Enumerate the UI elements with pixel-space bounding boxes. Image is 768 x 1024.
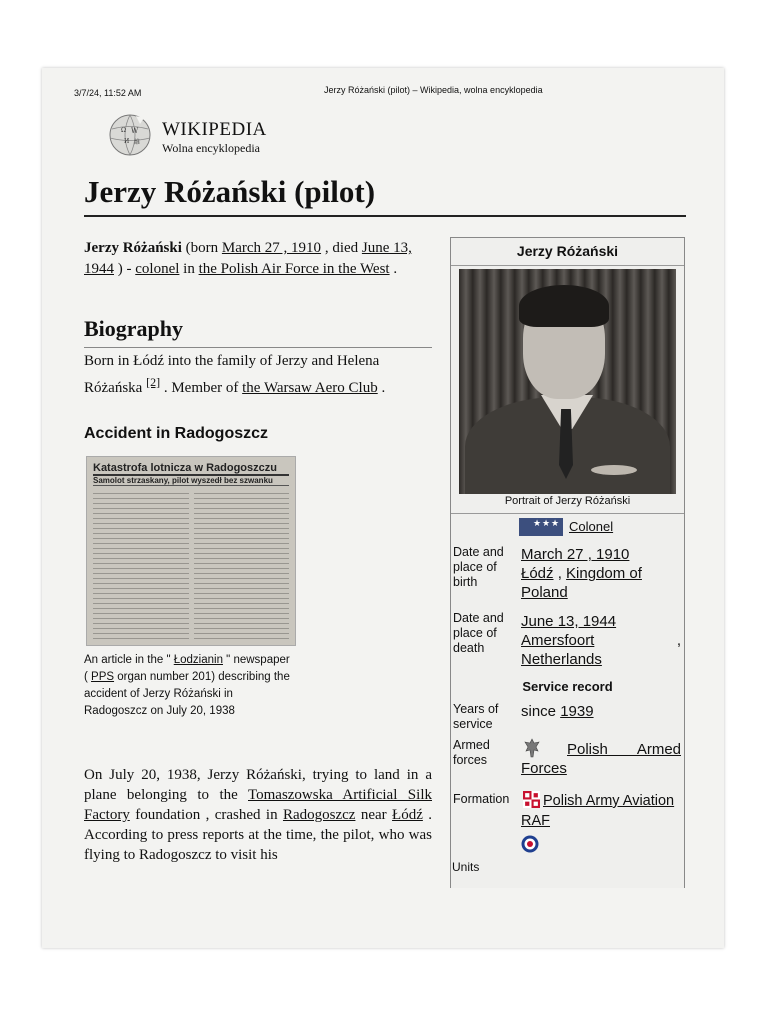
birth-separator: ,	[553, 565, 567, 582]
years-label: Years of service	[453, 702, 499, 731]
reference-2-link[interactable]: [2]	[146, 375, 161, 389]
print-page-title: Jerzy Różański (pilot) – Wikipedia, wolna encyklopedia	[324, 85, 543, 95]
rank-link[interactable]: Colonel	[569, 519, 614, 534]
years-prefix: since	[521, 703, 561, 720]
accident-paragraph	[84, 765, 432, 865]
infobox	[450, 237, 685, 888]
colonel-link[interactable]: colonel	[135, 261, 180, 277]
accident-text: foundation , crashed in	[129, 807, 283, 823]
polish-air-force-link[interactable]: the Polish Air Force in the West	[198, 261, 390, 277]
death-date-link[interactable]: June 13, 1944	[521, 613, 617, 630]
title-divider	[84, 215, 686, 217]
colonel-insignia-icon: ★ ★ ★	[519, 518, 563, 536]
photo-hair	[519, 285, 609, 327]
birth-label: Date and place of birth	[453, 545, 504, 589]
birth-city-link[interactable]: Łódź	[521, 565, 554, 582]
death-label: Date and place of death	[453, 611, 504, 655]
caption-text: " newspaper (	[84, 654, 290, 683]
pps-link[interactable]: PPS	[91, 671, 115, 683]
polish-army-aviation-link[interactable]: Polish Army Aviation	[543, 793, 675, 809]
polish-armed-forces-link[interactable]: Polish Armed Forces	[521, 741, 681, 777]
lead-text: in	[179, 261, 199, 277]
accident-text: . According to press reports at the time, the pilot, who was flying to Radogoszcz to visit his	[84, 807, 433, 863]
lodzianin-link[interactable]: Łodzianin	[173, 654, 223, 666]
year-1939-link[interactable]: 1939	[560, 703, 594, 720]
accident-heading: Accident in Radogoszcz	[84, 425, 269, 442]
printed-page	[42, 68, 724, 948]
netherlands-link[interactable]: Netherlands	[521, 651, 602, 668]
death-date-link[interactable]: June 13, 1944	[84, 240, 412, 277]
svg-text:W: W	[131, 127, 139, 135]
photo-tie	[559, 409, 573, 479]
svg-text:Ω: Ω	[121, 127, 126, 134]
clipping-headline: Katastrofa lotnicza w Radogoszczu	[93, 462, 289, 476]
biography-heading: Biography	[84, 316, 184, 341]
lead-text: , died	[321, 240, 362, 256]
photo-pilot-wings	[591, 465, 637, 475]
warsaw-aero-club-link[interactable]: the Warsaw Aero Club	[242, 380, 378, 396]
caption-text: An article in the "	[84, 654, 174, 666]
lead-text: .	[389, 261, 398, 277]
radogoszcz-link[interactable]: Radogoszcz	[282, 807, 356, 823]
death-value	[521, 612, 681, 669]
bio-text: . Member of	[160, 380, 243, 396]
biography-divider	[84, 347, 432, 348]
raf-roundel-icon	[521, 835, 539, 853]
lead-paragraph	[84, 238, 432, 280]
caption-text: organ number 201) describing the accident of Jerzy Różański in Radogoszcz on July 20, 1938	[84, 671, 290, 717]
svg-text:維: 維	[134, 139, 141, 146]
clipping-subheadline: Samolot strzaskany, pilot wyszedł bez szwanku	[93, 476, 289, 486]
service-record-heading: Service record	[522, 679, 613, 694]
page-title: Jerzy Różański (pilot)	[84, 174, 376, 209]
years-value	[521, 702, 594, 721]
forces-label: Armed forces	[453, 738, 490, 767]
biography-paragraph	[84, 351, 432, 399]
infobox-divider	[451, 513, 684, 514]
newspaper-clipping-image[interactable]	[86, 456, 296, 646]
lead-name: Jerzy Różański	[84, 240, 182, 256]
birth-date-link[interactable]: March 27 , 1910	[221, 240, 322, 256]
raf-link[interactable]: RAF	[521, 813, 550, 829]
accident-text: near	[355, 807, 393, 823]
clipping-text-columns	[93, 493, 289, 639]
infobox-title: Jerzy Różański	[451, 238, 684, 266]
death-separator: ,	[676, 632, 681, 649]
formation-label: Formation	[453, 792, 510, 806]
bio-text: Born in Łódź into the family of Jerzy and Helena Różańska	[84, 353, 380, 396]
wikipedia-globe-icon[interactable]	[106, 112, 154, 158]
birth-value	[521, 545, 681, 602]
site-tagline: Wolna encyklopedia	[162, 141, 260, 155]
clipping-caption	[84, 652, 296, 720]
accident-text: On July 20, 1938, Jerzy Różański, trying to land in a plane belonging to the	[84, 767, 432, 803]
units-label: Units	[452, 860, 480, 874]
lead-text: (born	[181, 240, 222, 256]
site-wordmark[interactable]: WIKIPEDIA	[162, 119, 267, 140]
lead-text: ) -	[114, 261, 136, 277]
kingdom-of-poland-link[interactable]: Kingdom of Poland	[521, 565, 642, 601]
lodz-link[interactable]: Łódź	[392, 807, 423, 823]
amersfoort-link[interactable]: Amersfoort	[521, 632, 595, 649]
portrait-photo[interactable]	[459, 269, 676, 494]
svg-text:И: И	[124, 138, 130, 145]
birth-date-link[interactable]: March 27 , 1910	[521, 546, 630, 563]
photo-caption: Portrait of Jerzy Różański	[504, 495, 631, 507]
polish-checkerboard-icon	[523, 791, 540, 808]
silk-factory-link[interactable]: Tomaszowska Artificial Silk Factory	[84, 787, 432, 823]
print-datetime: 3/7/24, 11:52 AM	[74, 88, 142, 98]
bio-text: .	[377, 380, 386, 396]
